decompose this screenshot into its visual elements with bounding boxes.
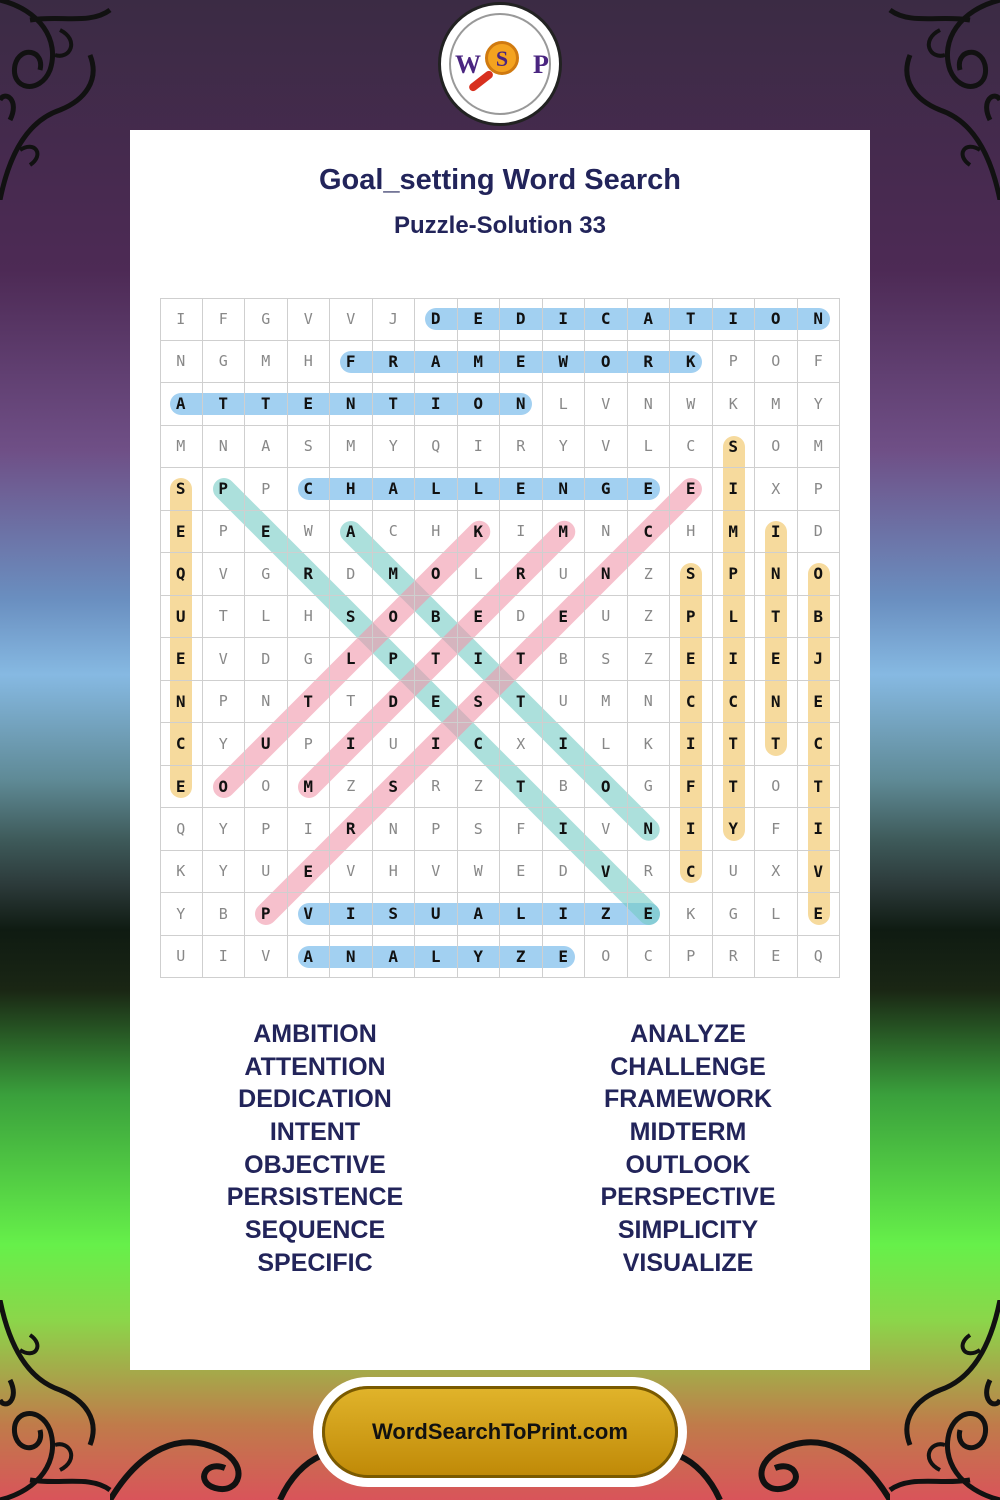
grid-cell[interactable]: I — [458, 638, 501, 681]
grid-cell[interactable]: F — [203, 298, 246, 341]
grid-cell[interactable]: D — [543, 851, 586, 894]
grid-cell[interactable]: M — [585, 681, 628, 724]
grid-cell[interactable]: A — [245, 426, 288, 469]
grid-cell[interactable]: T — [713, 766, 756, 809]
grid-cell[interactable]: D — [415, 298, 458, 341]
grid-cell[interactable]: B — [543, 638, 586, 681]
grid-cell[interactable]: E — [670, 638, 713, 681]
grid-cell[interactable]: O — [798, 553, 841, 596]
grid-cell[interactable]: E — [755, 638, 798, 681]
grid-cell[interactable]: T — [373, 383, 416, 426]
grid-cell[interactable]: S — [373, 893, 416, 936]
grid-cell[interactable]: F — [798, 341, 841, 384]
grid-cell[interactable]: V — [585, 383, 628, 426]
grid-cell[interactable]: C — [670, 851, 713, 894]
grid-cell[interactable]: K — [160, 851, 203, 894]
grid-cell[interactable]: A — [373, 468, 416, 511]
grid-cell[interactable]: W — [288, 511, 331, 554]
grid-cell[interactable]: B — [203, 893, 246, 936]
grid-cell[interactable]: L — [755, 893, 798, 936]
grid-cell[interactable]: I — [543, 298, 586, 341]
grid-cell[interactable]: O — [245, 766, 288, 809]
logo-letter-p: P — [533, 50, 549, 79]
grid-cell[interactable]: L — [245, 596, 288, 639]
grid-cell[interactable]: G — [713, 893, 756, 936]
grid-cell[interactable]: E — [543, 936, 586, 979]
grid-cell[interactable]: S — [458, 808, 501, 851]
grid-cell[interactable]: I — [500, 511, 543, 554]
grid-cell[interactable]: E — [798, 893, 841, 936]
grid-cell[interactable]: N — [373, 808, 416, 851]
grid-cell[interactable]: I — [458, 426, 501, 469]
puzzle-subtitle: Puzzle-Solution 33 — [393, 212, 606, 239]
grid-cell[interactable]: Q — [160, 808, 203, 851]
grid-cell[interactable]: E — [160, 638, 203, 681]
grid-cell[interactable]: T — [415, 638, 458, 681]
grid-cell[interactable]: O — [585, 766, 628, 809]
grid-cell[interactable]: V — [585, 808, 628, 851]
grid-cell[interactable]: E — [628, 893, 671, 936]
grid-cell[interactable]: E — [458, 298, 501, 341]
grid-cell[interactable]: L — [415, 468, 458, 511]
grid-cell[interactable]: K — [713, 383, 756, 426]
grid-cell[interactable]: S — [160, 468, 203, 511]
logo-letter-s: S — [495, 46, 509, 71]
grid-cell[interactable]: I — [543, 808, 586, 851]
word-list-item: PERSISTENCE — [226, 1183, 404, 1212]
grid-cell[interactable]: P — [373, 638, 416, 681]
grid-cell[interactable]: S — [713, 426, 756, 469]
grid-cell[interactable]: X — [500, 723, 543, 766]
word-list-item: SPECIFIC — [257, 1248, 373, 1277]
grid-cell[interactable]: F — [755, 808, 798, 851]
word-list-item: SEQUENCE — [244, 1216, 386, 1245]
grid-cell[interactable]: L — [458, 468, 501, 511]
grid-cell[interactable]: L — [628, 426, 671, 469]
grid-cell[interactable]: I — [415, 723, 458, 766]
grid-cell[interactable]: Y — [713, 808, 756, 851]
grid-cell[interactable]: M — [160, 426, 203, 469]
grid-cell[interactable]: E — [500, 468, 543, 511]
grid-cell[interactable]: R — [330, 808, 373, 851]
grid-cell[interactable]: I — [160, 298, 203, 341]
grid-cell[interactable]: L — [500, 893, 543, 936]
grid-cell[interactable]: N — [203, 426, 246, 469]
grid-cell[interactable]: S — [330, 596, 373, 639]
website-button[interactable] — [322, 1386, 678, 1478]
grid-cell[interactable]: X — [755, 851, 798, 894]
grid-cell[interactable]: I — [713, 298, 756, 341]
grid-cell[interactable]: G — [628, 766, 671, 809]
word-list-item: AMBITION — [253, 1020, 377, 1048]
grid-cell[interactable]: I — [755, 511, 798, 554]
grid-cell[interactable]: I — [203, 936, 246, 979]
grid-cell[interactable]: L — [458, 553, 501, 596]
grid-cell[interactable]: C — [713, 681, 756, 724]
grid-cell[interactable]: P — [245, 893, 288, 936]
grid-cell[interactable]: A — [458, 893, 501, 936]
grid-cell[interactable]: K — [670, 341, 713, 384]
grid-cell[interactable]: T — [755, 596, 798, 639]
grid-cell[interactable]: C — [628, 936, 671, 979]
grid-cell[interactable]: E — [543, 596, 586, 639]
grid-cell[interactable]: R — [500, 426, 543, 469]
grid-cell[interactable]: J — [373, 298, 416, 341]
grid-cell[interactable]: L — [543, 383, 586, 426]
grid-cell[interactable]: Z — [458, 766, 501, 809]
grid-cell[interactable]: K — [628, 723, 671, 766]
word-list-item: ATTENTION — [244, 1052, 386, 1081]
grid-cell[interactable]: I — [543, 893, 586, 936]
grid-cell[interactable]: S — [373, 766, 416, 809]
grid-cell[interactable]: C — [288, 468, 331, 511]
grid-cell[interactable]: V — [415, 851, 458, 894]
grid-cell[interactable]: M — [288, 766, 331, 809]
grid-cell[interactable]: Q — [798, 936, 841, 979]
grid-cell[interactable]: C — [670, 681, 713, 724]
grid-cell[interactable]: C — [670, 426, 713, 469]
grid-cell[interactable]: K — [458, 511, 501, 554]
grid-cell[interactable]: O — [585, 341, 628, 384]
grid-cell[interactable]: C — [373, 511, 416, 554]
grid-cell[interactable]: M — [713, 511, 756, 554]
grid-cell[interactable]: T — [713, 723, 756, 766]
word-list-item: VISUALIZE — [622, 1248, 754, 1277]
corner-flourish-top-left — [0, 0, 130, 200]
grid-cell[interactable]: N — [585, 511, 628, 554]
grid-cell[interactable]: C — [585, 298, 628, 341]
grid-cell[interactable]: E — [160, 766, 203, 809]
grid-cell[interactable]: F — [670, 766, 713, 809]
grid-cell[interactable]: N — [330, 936, 373, 979]
grid-cell[interactable]: Y — [160, 893, 203, 936]
grid-cell[interactable]: H — [330, 468, 373, 511]
grid-cell[interactable]: E — [288, 383, 331, 426]
logo-letter-w: W — [455, 50, 481, 79]
word-list-item: DEDICATION — [238, 1085, 392, 1114]
word-list-item: OBJECTIVE — [244, 1150, 386, 1179]
grid-cell[interactable]: K — [670, 893, 713, 936]
grid-cell[interactable]: I — [415, 383, 458, 426]
grid-cell[interactable]: I — [713, 468, 756, 511]
grid-cell[interactable]: O — [755, 341, 798, 384]
grid-cell[interactable]: G — [245, 298, 288, 341]
grid-cell[interactable]: I — [330, 893, 373, 936]
grid-cell[interactable]: R — [288, 553, 331, 596]
grid-cell[interactable]: Y — [798, 383, 841, 426]
grid-cell[interactable]: N — [245, 681, 288, 724]
grid-cell[interactable]: P — [203, 468, 246, 511]
word-list-item: FRAMEWORK — [603, 1085, 773, 1114]
grid-cell[interactable]: A — [373, 936, 416, 979]
grid-cell[interactable]: I — [670, 808, 713, 851]
grid-cell[interactable]: L — [585, 723, 628, 766]
grid-cell[interactable]: S — [288, 426, 331, 469]
grid-cell[interactable]: V — [798, 851, 841, 894]
grid-cell[interactable]: V — [245, 936, 288, 979]
grid-cell[interactable]: V — [330, 298, 373, 341]
grid-cell[interactable]: V — [585, 426, 628, 469]
grid-cell[interactable]: I — [330, 723, 373, 766]
grid-cell[interactable]: U — [160, 936, 203, 979]
grid-cell[interactable]: W — [543, 341, 586, 384]
website-label: WordSearchToPrint.com — [372, 1419, 628, 1444]
grid-cell[interactable]: A — [160, 383, 203, 426]
grid-cell[interactable]: U — [585, 596, 628, 639]
grid-cell[interactable]: E — [288, 851, 331, 894]
grid-cell[interactable]: V — [288, 893, 331, 936]
grid-cell[interactable]: H — [288, 341, 331, 384]
grid-cell[interactable]: N — [628, 383, 671, 426]
grid-cell[interactable]: P — [203, 511, 246, 554]
grid-cell[interactable]: V — [203, 638, 246, 681]
grid-cell[interactable]: M — [543, 511, 586, 554]
grid-cell[interactable]: O — [415, 553, 458, 596]
grid-cell[interactable]: P — [670, 936, 713, 979]
grid-cell[interactable]: E — [245, 511, 288, 554]
grid-cell[interactable]: E — [500, 341, 543, 384]
grid-cell[interactable]: T — [755, 723, 798, 766]
grid-cell[interactable]: H — [670, 511, 713, 554]
grid-cell[interactable]: D — [500, 298, 543, 341]
grid-cell[interactable]: O — [373, 596, 416, 639]
grid-cell[interactable]: S — [585, 638, 628, 681]
grid-cell[interactable]: U — [160, 596, 203, 639]
grid-cell[interactable]: C — [458, 723, 501, 766]
grid-cell[interactable]: P — [245, 468, 288, 511]
grid-cell[interactable]: D — [245, 638, 288, 681]
grid-cell[interactable]: Q — [415, 426, 458, 469]
grid-cell[interactable]: P — [288, 723, 331, 766]
grid-cell[interactable]: C — [798, 723, 841, 766]
grid-cell[interactable]: P — [713, 341, 756, 384]
word-list-item: MIDTERM — [629, 1118, 747, 1147]
grid-cell[interactable]: P — [415, 808, 458, 851]
grid-cell[interactable]: A — [288, 936, 331, 979]
grid-cell[interactable]: R — [628, 341, 671, 384]
grid-cell[interactable]: Y — [203, 808, 246, 851]
grid-cell[interactable]: M — [245, 341, 288, 384]
grid-cell[interactable]: O — [755, 426, 798, 469]
grid-cell[interactable]: W — [670, 383, 713, 426]
grid-cell[interactable]: O — [585, 936, 628, 979]
grid-cell[interactable]: P — [670, 596, 713, 639]
word-list-left — [130, 1018, 500, 1280]
grid-cell[interactable]: N — [500, 383, 543, 426]
grid-cell[interactable]: R — [373, 341, 416, 384]
grid-cell[interactable]: R — [713, 936, 756, 979]
grid-cell[interactable]: O — [203, 766, 246, 809]
grid-cell[interactable]: I — [543, 723, 586, 766]
grid-cell[interactable]: U — [713, 851, 756, 894]
grid-cell[interactable]: F — [500, 808, 543, 851]
grid-cell[interactable]: N — [628, 808, 671, 851]
grid-cell[interactable]: N — [755, 681, 798, 724]
corner-flourish-top-right — [870, 0, 1000, 200]
grid-cell[interactable]: N — [628, 681, 671, 724]
word-list-item: ANALYZE — [630, 1020, 746, 1048]
grid-cell[interactable]: V — [288, 298, 331, 341]
word-search-grid — [160, 298, 840, 978]
grid-cell[interactable]: N — [585, 553, 628, 596]
grid-cell[interactable]: N — [330, 383, 373, 426]
grid-cell[interactable]: D — [330, 553, 373, 596]
grid-cell[interactable]: V — [585, 851, 628, 894]
grid-cell[interactable]: R — [628, 851, 671, 894]
grid-cell[interactable]: T — [288, 681, 331, 724]
grid-cell[interactable]: T — [500, 638, 543, 681]
grid-cell[interactable]: C — [628, 511, 671, 554]
grid-cell[interactable]: D — [798, 511, 841, 554]
grid-cell[interactable]: H — [415, 511, 458, 554]
grid-cell[interactable]: Z — [628, 553, 671, 596]
grid-cell[interactable]: M — [458, 341, 501, 384]
letter-cells — [160, 298, 840, 978]
grid-cell[interactable]: U — [543, 553, 586, 596]
puzzle-title: Goal_setting Word Search — [318, 164, 682, 196]
grid-cell[interactable]: P — [203, 681, 246, 724]
grid-cell[interactable]: Z — [628, 596, 671, 639]
grid-cell[interactable]: M — [373, 553, 416, 596]
grid-cell[interactable]: H — [373, 851, 416, 894]
grid-cell[interactable]: M — [755, 383, 798, 426]
puzzle-panel — [130, 130, 870, 1370]
word-list-item: INTENT — [269, 1118, 361, 1147]
grid-cell[interactable]: L — [713, 596, 756, 639]
grid-cell[interactable]: P — [713, 553, 756, 596]
grid-cell[interactable]: R — [500, 553, 543, 596]
grid-cell[interactable]: T — [203, 383, 246, 426]
grid-cell[interactable]: S — [670, 553, 713, 596]
grid-cell[interactable]: J — [798, 638, 841, 681]
grid-cell[interactable]: O — [755, 298, 798, 341]
grid-cell[interactable]: P — [798, 468, 841, 511]
grid-cell[interactable]: E — [415, 681, 458, 724]
grid-cell[interactable]: T — [500, 766, 543, 809]
grid-cell[interactable]: I — [713, 638, 756, 681]
grid-cell[interactable]: I — [288, 808, 331, 851]
grid-cell[interactable]: M — [798, 426, 841, 469]
grid-cell[interactable]: G — [245, 553, 288, 596]
grid-cell[interactable]: T — [500, 681, 543, 724]
grid-cell[interactable]: N — [160, 681, 203, 724]
grid-cell[interactable]: Y — [373, 426, 416, 469]
grid-cell[interactable]: S — [458, 681, 501, 724]
grid-cell[interactable]: U — [415, 893, 458, 936]
grid-cell[interactable]: B — [543, 766, 586, 809]
word-list-item: SIMPLICITY — [617, 1216, 759, 1245]
grid-cell[interactable]: L — [330, 638, 373, 681]
grid-cell[interactable]: I — [670, 723, 713, 766]
grid-cell[interactable]: E — [755, 936, 798, 979]
grid-cell[interactable]: A — [415, 341, 458, 384]
grid-cell[interactable]: E — [160, 511, 203, 554]
grid-cell[interactable]: V — [330, 851, 373, 894]
grid-cell[interactable]: L — [415, 936, 458, 979]
grid-cell[interactable]: G — [203, 341, 246, 384]
grid-cell[interactable]: Q — [160, 553, 203, 596]
grid-cell[interactable]: V — [203, 553, 246, 596]
grid-cell[interactable]: T — [670, 298, 713, 341]
grid-cell[interactable]: Y — [203, 851, 246, 894]
grid-cell[interactable]: R — [415, 766, 458, 809]
grid-cell[interactable]: I — [798, 808, 841, 851]
grid-cell[interactable]: F — [330, 341, 373, 384]
word-list-item: OUTLOOK — [625, 1150, 751, 1179]
word-list-item: PERSPECTIVE — [600, 1183, 776, 1212]
grid-cell[interactable]: C — [160, 723, 203, 766]
grid-cell[interactable]: T — [203, 596, 246, 639]
grid-cell[interactable]: P — [245, 808, 288, 851]
grid-cell[interactable]: E — [500, 851, 543, 894]
grid-cell[interactable]: Z — [628, 638, 671, 681]
grid-cell[interactable]: E — [628, 468, 671, 511]
grid-cell[interactable]: G — [288, 638, 331, 681]
grid-cell[interactable]: Y — [543, 426, 586, 469]
grid-cell[interactable]: E — [798, 681, 841, 724]
grid-cell[interactable]: O — [755, 766, 798, 809]
grid-cell[interactable]: E — [670, 468, 713, 511]
grid-cell[interactable]: M — [330, 426, 373, 469]
grid-cell[interactable]: N — [160, 341, 203, 384]
word-list-right — [500, 1018, 876, 1280]
grid-cell[interactable]: T — [330, 681, 373, 724]
grid-cell[interactable]: T — [245, 383, 288, 426]
grid-cell[interactable]: B — [798, 596, 841, 639]
grid-cell[interactable]: U — [373, 723, 416, 766]
wsp-logo — [438, 2, 562, 126]
grid-cell[interactable]: H — [288, 596, 331, 639]
grid-cell[interactable]: A — [330, 511, 373, 554]
grid-cell[interactable]: Z — [500, 936, 543, 979]
grid-cell[interactable]: B — [415, 596, 458, 639]
grid-cell[interactable]: N — [798, 298, 841, 341]
grid-cell[interactable]: Z — [330, 766, 373, 809]
grid-cell[interactable]: D — [500, 596, 543, 639]
grid-cell[interactable]: N — [755, 553, 798, 596]
grid-cell[interactable]: D — [373, 681, 416, 724]
grid-cell[interactable]: U — [245, 851, 288, 894]
grid-cell[interactable]: N — [543, 468, 586, 511]
word-list-item: CHALLENGE — [610, 1052, 766, 1081]
grid-cell[interactable]: Z — [585, 893, 628, 936]
grid-cell[interactable]: W — [458, 851, 501, 894]
grid-cell[interactable]: Y — [458, 936, 501, 979]
grid-cell[interactable]: X — [755, 468, 798, 511]
grid-cell[interactable]: Y — [203, 723, 246, 766]
grid-cell[interactable]: O — [458, 383, 501, 426]
grid-cell[interactable]: T — [798, 766, 841, 809]
grid-cell[interactable]: A — [628, 298, 671, 341]
grid-cell[interactable]: E — [458, 596, 501, 639]
grid-cell[interactable]: U — [245, 723, 288, 766]
grid-cell[interactable]: G — [585, 468, 628, 511]
grid-cell[interactable]: U — [543, 681, 586, 724]
